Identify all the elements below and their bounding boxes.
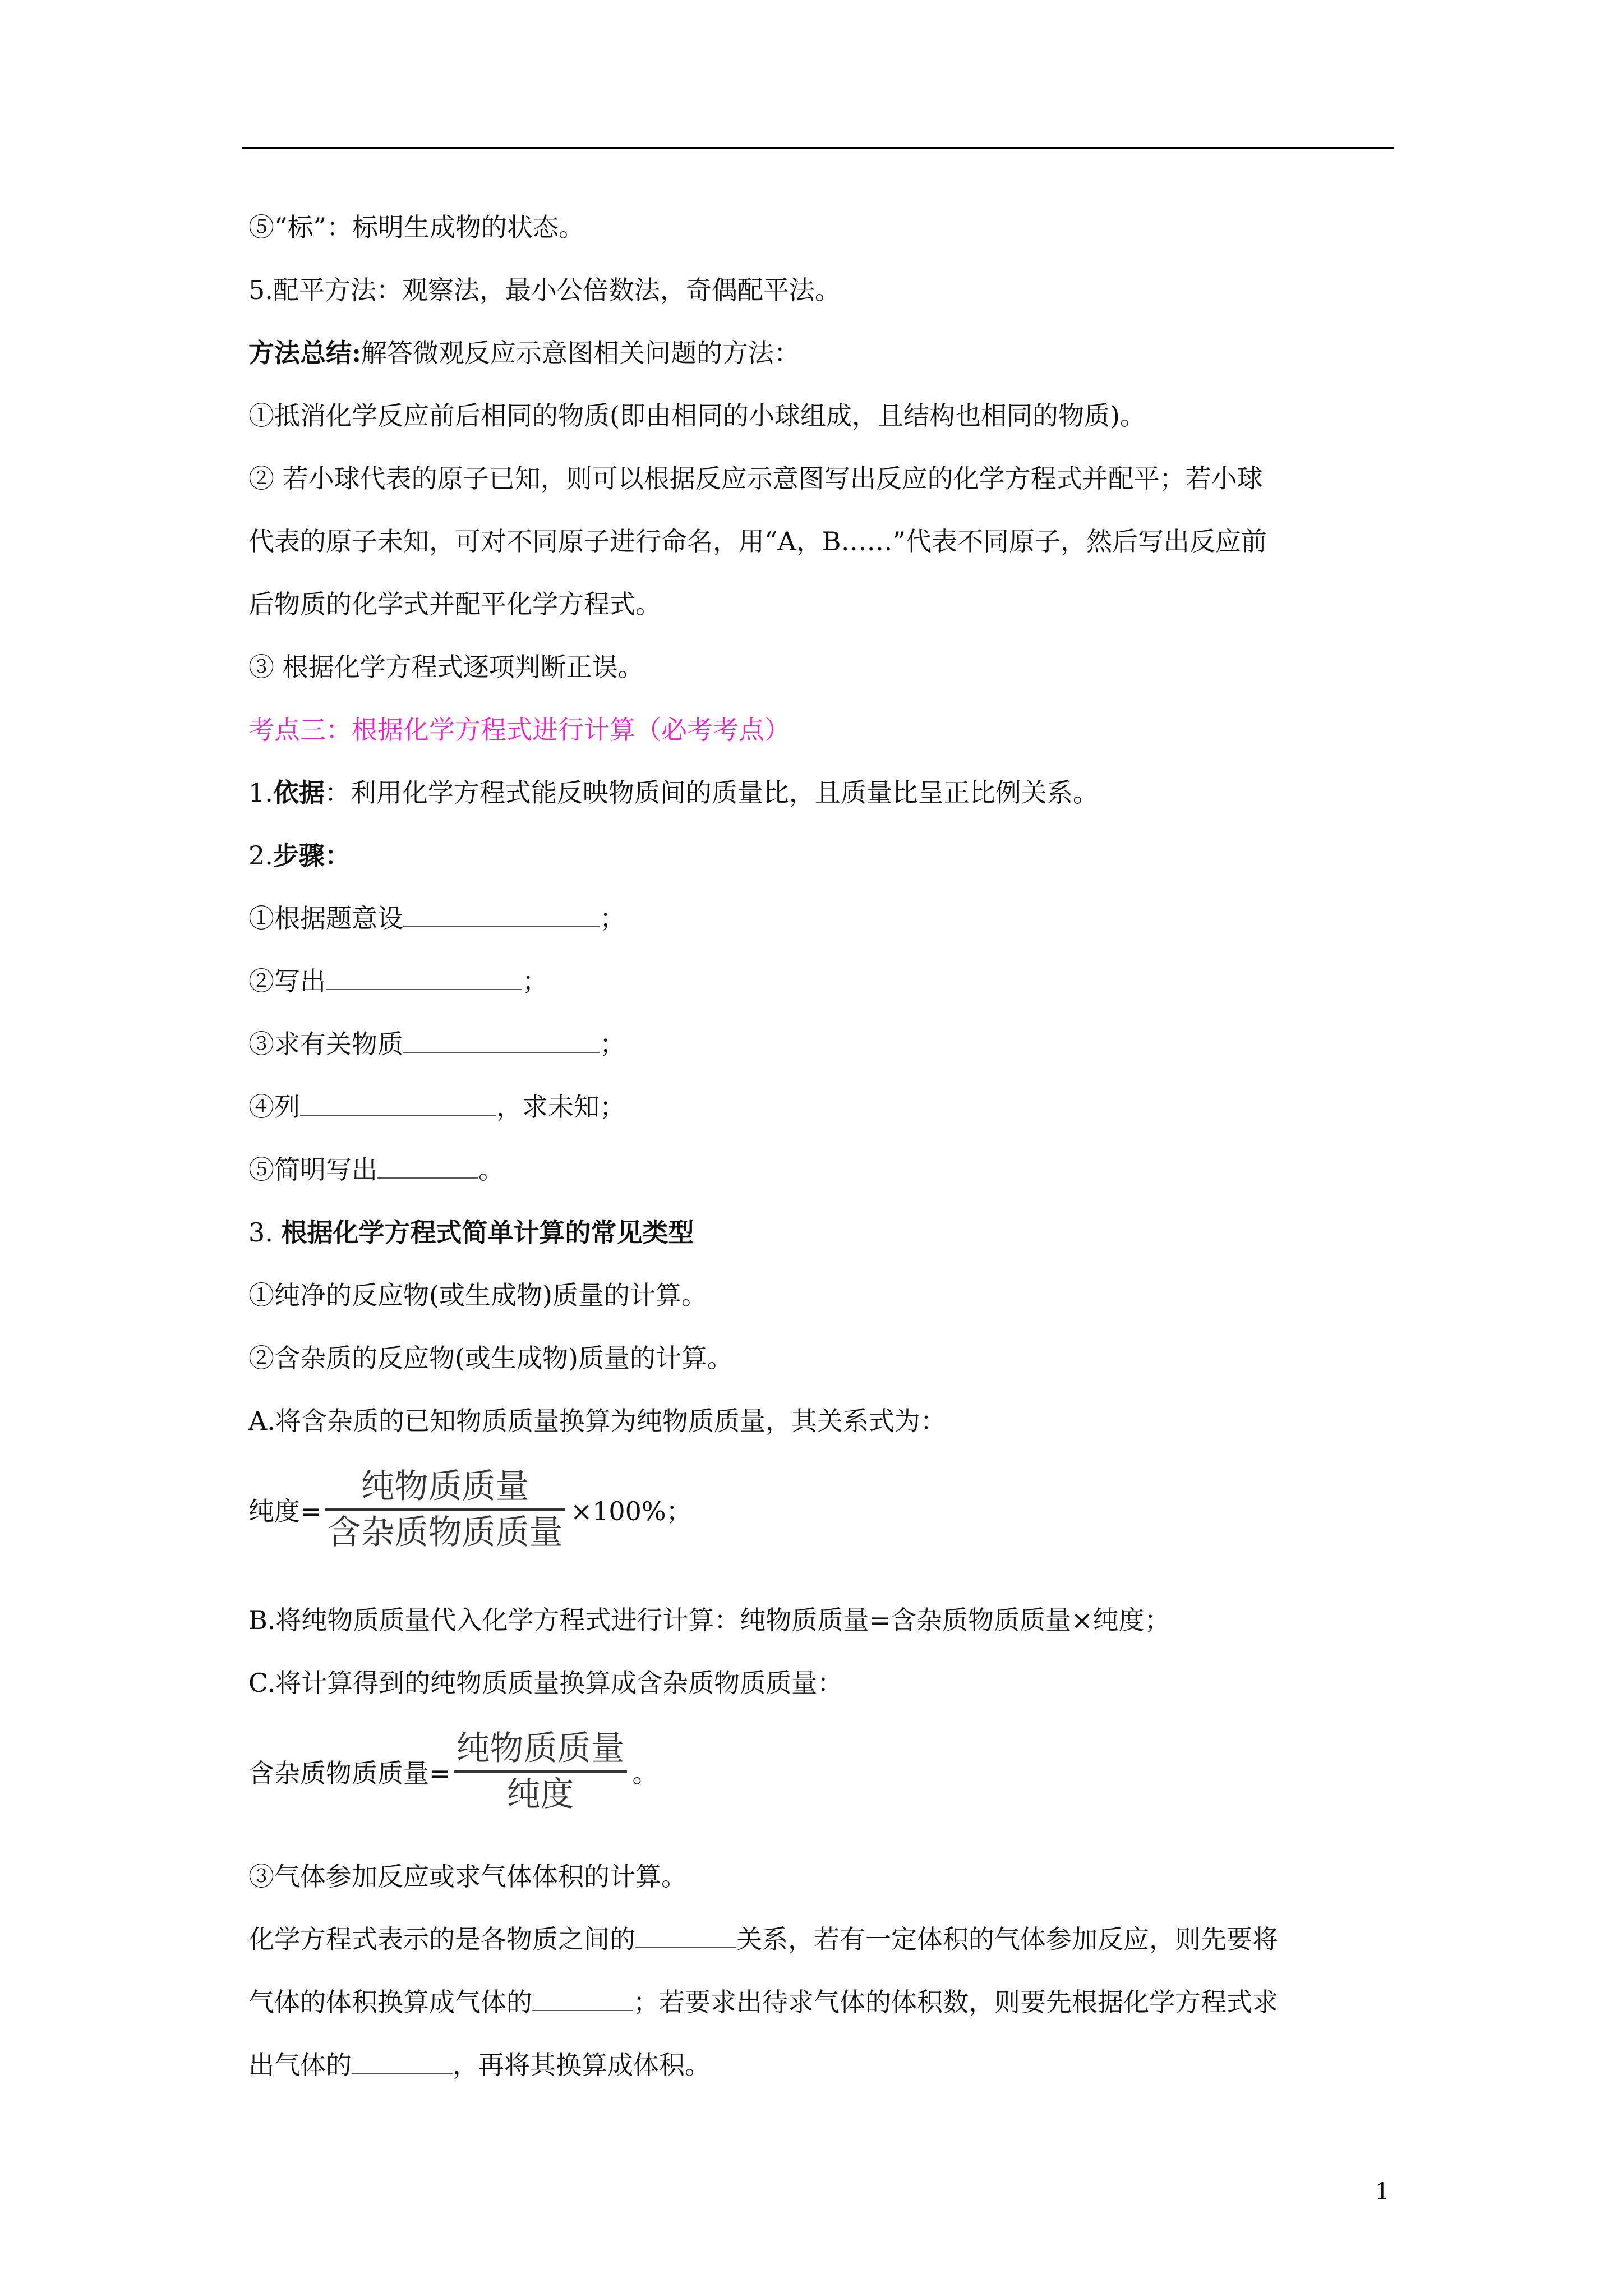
text-line-basis: 1.依据：利用化学方程式能反映物质间的质量比，且质量比呈正比例关系。 bbox=[248, 777, 1099, 808]
answer-blank[interactable] bbox=[352, 2050, 453, 2074]
text-line-item-c: C.将计算得到的纯物质质量换算成含杂质物质质量： bbox=[248, 1668, 843, 1698]
fill-line-1: ①根据题意设 ； bbox=[248, 903, 625, 933]
fill-line-5: ⑤简明写出 。 bbox=[248, 1154, 504, 1185]
fill-line-3: ③求有关物质 ； bbox=[248, 1029, 625, 1059]
answer-blank[interactable] bbox=[403, 1029, 600, 1053]
text-line-step-3: ③ 根据化学方程式逐项判断正误。 bbox=[248, 652, 644, 682]
fill-line-4: ④列 ，求未知； bbox=[248, 1092, 625, 1122]
answer-blank[interactable] bbox=[300, 1092, 496, 1116]
fill-line-gas-3: 出气体的 ，再将其换算成体积。 bbox=[248, 2050, 711, 2080]
text-line-pure-calc: ①纯净的反应物(或生成物)质量的计算。 bbox=[248, 1280, 707, 1310]
answer-blank[interactable] bbox=[635, 1925, 736, 1948]
answer-blank[interactable] bbox=[532, 1987, 633, 2011]
text-line-step-2c: 后物质的化学式并配平化学方程式。 bbox=[248, 589, 661, 619]
answer-blank[interactable] bbox=[326, 967, 522, 990]
text-line-impure-calc: ②含杂质的反应物(或生成物)质量的计算。 bbox=[248, 1343, 733, 1373]
answer-blank[interactable] bbox=[377, 1155, 478, 1179]
fraction: $\frac{\text{纯物质质量}}{\text{纯度}}$ bbox=[454, 1729, 627, 1814]
purity-formula: 纯度= $\frac{\text{纯物质质量}}{\text{含杂质物质质量}}$ ×100%； bbox=[248, 1467, 692, 1552]
section-heading: 考点三：根据化学方程式进行计算（必考考点） bbox=[248, 715, 790, 745]
fill-line-gas-2: 气体的体积换算成气体的 ；若要求出待求气体的体积数，则要先根据化学方程式求 bbox=[248, 1987, 1278, 2017]
text-line-steps-heading: 2.步骤： bbox=[248, 840, 351, 871]
page-number: 1 bbox=[1375, 2179, 1390, 2205]
answer-blank[interactable] bbox=[403, 904, 600, 927]
text-line-step-2b: 代表的原子未知，可对不同原子进行命名，用“A，B……”代表不同原子，然后写出反应前 bbox=[248, 526, 1267, 556]
fill-line-2: ②写出 ； bbox=[248, 966, 548, 996]
text-line-step-2a: ② 若小球代表的原子已知，则可以根据反应示意图写出反应的化学方程式并配平；若小球 bbox=[248, 463, 1263, 494]
text-line-item-a: A.将含杂质的已知物质质量换算为纯物质质量，其关系式为： bbox=[248, 1406, 946, 1436]
text-line-item-b: B.将纯物质质量代入化学方程式进行计算：纯物质质量=含杂质物质质量×纯度； bbox=[248, 1605, 1170, 1635]
text-line-gas-calc: ③气体参加反应或求气体体积的计算。 bbox=[248, 1861, 687, 1892]
text-line-balancing-methods: 5.配平方法：观察法，最小公倍数法，奇偶配平法。 bbox=[248, 275, 841, 305]
header-rule bbox=[242, 147, 1394, 149]
text-line-method-summary: 方法总结:解答微观反应示意图相关问题的方法： bbox=[248, 338, 800, 368]
fill-line-gas-1: 化学方程式表示的是各物质之间的 关系，若有一定体积的气体参加反应，则先要将 bbox=[248, 1924, 1278, 1954]
impure-mass-formula: 含杂质物质质量= $\frac{\text{纯物质质量}}{\text{纯度}}$ 。 bbox=[248, 1729, 658, 1814]
text-line-step-1: ①抵消化学反应前后相同的物质(即由相同的小球组成，且结构也相同的物质)。 bbox=[248, 401, 1146, 431]
method-summary-label: 方法总结: bbox=[248, 338, 361, 368]
text-line-state-mark: ⑤“标”：标明生成物的状态。 bbox=[248, 212, 585, 242]
fraction: $\frac{\text{纯物质质量}}{\text{含杂质物质质量}}$ bbox=[325, 1467, 565, 1552]
text-line-calc-types: 3. 根据化学方程式简单计算的常见类型 bbox=[248, 1217, 694, 1248]
